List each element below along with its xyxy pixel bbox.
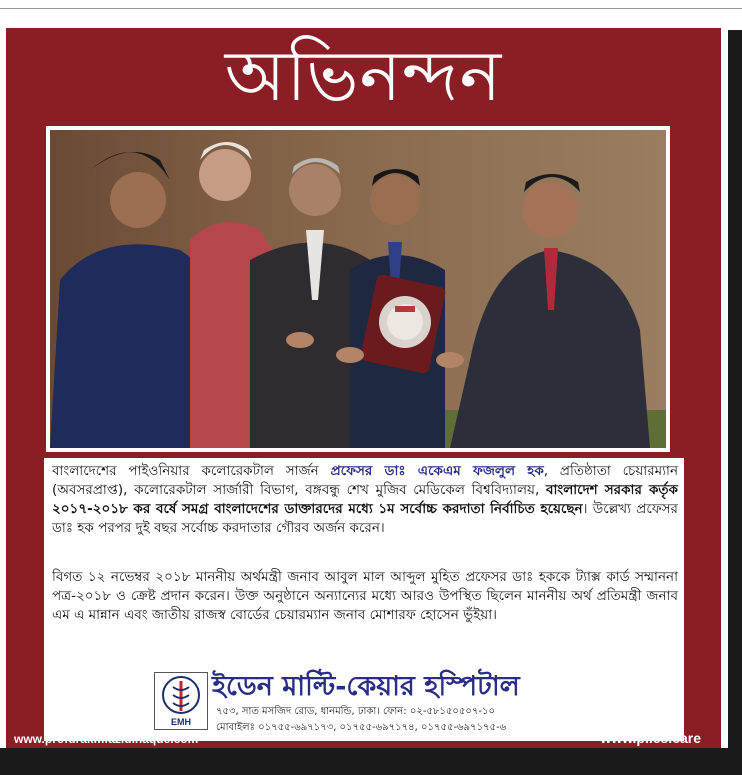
paragraph-award-mid: , প্রতিষ্ঠাতা চেয়ারম্যান (অবসরপ্রাপ্ত), কলোরেকটাল সার্জারী বিভাগ, বঙ্গবন্ধু শেখ মুজিব মেডিকেল বিশ্ববিদ্যালয়, <box>52 463 679 498</box>
top-rule <box>0 8 742 9</box>
website-link-right[interactable]: www.piles.care <box>600 730 701 746</box>
hospital-logo <box>154 672 208 730</box>
logo-text: EMH <box>171 717 191 727</box>
headline: অভিনন্দন <box>224 35 503 117</box>
hospital-phones: মোবাইলঃ ০১৭৫৫-৬৯৭১৭৩, ০১৭৫৫-৬৯৭১৭৪, ০১৭৫৫-৬৯৭১৭৫-৬ <box>216 722 507 733</box>
honoree-name: প্রফেসর ডাঃ একেএম ফজলুল হক <box>330 463 544 479</box>
hospital-name: ইডেন মাল্টি-কেয়ার হস্পিটাল <box>212 671 520 702</box>
website-link-left[interactable]: www.profdrakmfazlulhaque.com <box>14 732 199 746</box>
paragraph-award-lead: বাংলাদেশের পাইওনিয়ার কলোরেকটাল সার্জন <box>52 463 331 479</box>
text-panel <box>44 458 684 741</box>
caduceus-icon <box>155 673 207 717</box>
hospital-address: ৭৫৩, সাত মসজিদ রোড, ধানমন্ডি, ঢাকা। ফোন: ০২-৫৮১৫০৫০৭-১০ <box>216 706 495 717</box>
paragraph-award <box>52 462 678 538</box>
right-edge-bar <box>728 30 742 775</box>
hospital-block <box>154 670 574 736</box>
bottom-edge-bar <box>0 748 742 775</box>
award-ceremony-illustration <box>50 130 666 448</box>
award-statement: বাংলাদেশ সরকার কর্তৃক ২০১৭-২০১৮ কর বর্ষে সমগ্র বাংলাদেশের ডাক্তারদের মধ্যে ১ম সর্বোচ্চ করদাতা নির্বাচিত হয়েছেন <box>52 482 678 517</box>
paragraph-ceremony: বিগত ১২ নভেম্বর ২০১৮ মাননীয় অর্থমন্ত্রী জনাব আবুল মাল আব্দুল মুহিত প্রফেসর ডাঃ হককে ট্যাক্স কার্ড সম্মাননা পত্র-২০১৮ ও ক্রেষ্ট প্রদান করেন। উক্ত অনুষ্ঠানে অন্যান্যের মধ্যে আরও উপস্থিত ছিলেন মাননীয় অর্থ প্রতিমন্ত্রী জনাব এম এ মান্নান এবং জাতীয় রাজস্ব বোর্ডের চেয়ারম্যান জনাব মোশারফ হোসেন ভুঁইয়া। <box>52 569 678 623</box>
advertisement-frame <box>6 28 721 748</box>
award-photo <box>46 126 670 452</box>
paragraph-award-tail: । উল্লেখ্য প্রফেসর ডাঃ হক পরপর দুই বছর সর্বোচ্চ করদাতার গৌরব অর্জন করেন। <box>52 501 678 536</box>
